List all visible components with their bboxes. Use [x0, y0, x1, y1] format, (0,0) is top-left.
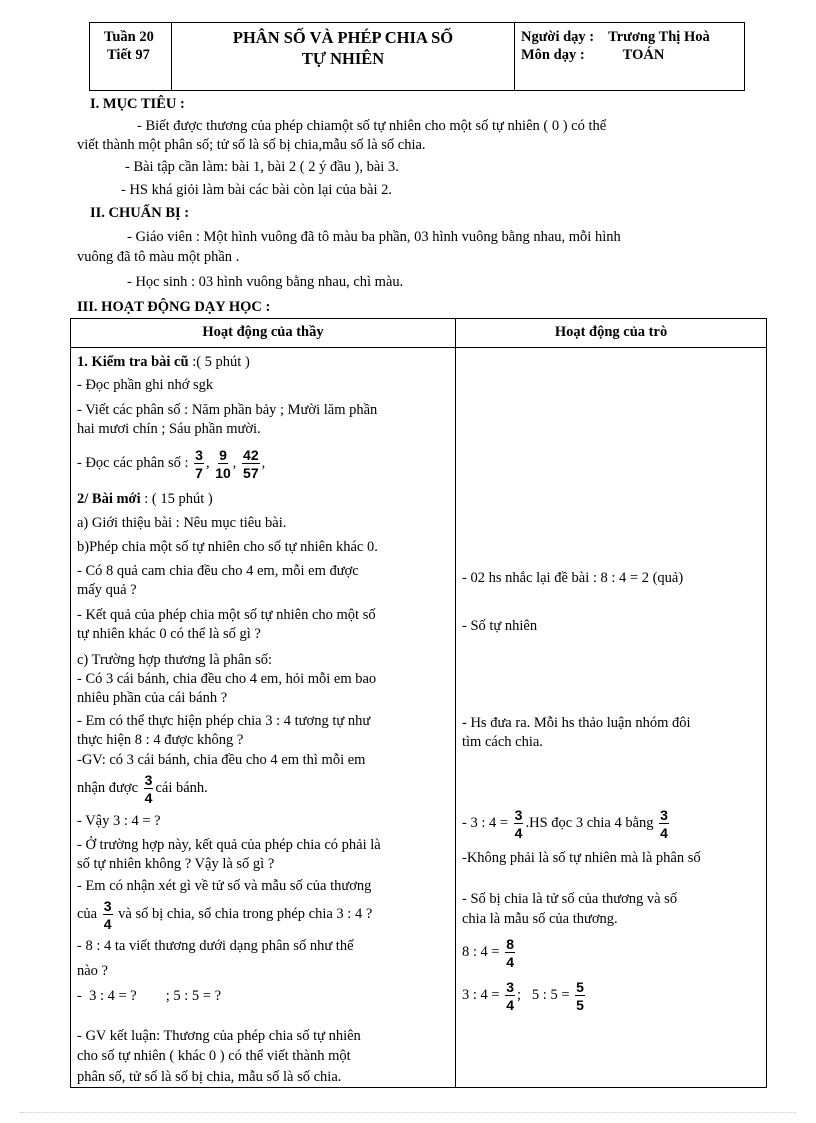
teacher-line: số tự nhiên không ? Vậy là số gì ?: [77, 856, 275, 872]
teacher-line: - Vậy 3 : 4 = ?: [77, 813, 161, 829]
teacher-text: - Đọc các phân số :: [77, 455, 189, 471]
fraction-numerator: 3: [660, 806, 668, 823]
teacher-line: b)Phép chia một số tự nhiên cho số tự nhiên khác 0.: [77, 539, 378, 555]
fraction-numerator: 3: [103, 897, 112, 914]
page-bottom-divider: [20, 1112, 796, 1113]
fraction-numerator: 3: [195, 446, 203, 463]
teacher-info: [521, 28, 710, 64]
teacher-line: phân số, tử số là số bị chia, mẫu số là số chia.: [77, 1069, 342, 1085]
student-line: tìm cách chia.: [462, 734, 543, 750]
teacher-line: mấy quả ?: [77, 582, 137, 598]
teacher-name: Trương Thị Hoà: [608, 29, 710, 45]
student-line: - Số bị chia là tử số của thương và số: [462, 891, 678, 907]
header-table: [89, 22, 745, 91]
student-line: - Số tự nhiên: [462, 618, 538, 634]
fraction: [505, 980, 515, 1012]
student-line: - Hs đưa ra. Mỗi hs thảo luận nhóm đôi: [462, 715, 691, 731]
page-title: [172, 27, 514, 69]
fraction: [144, 773, 154, 805]
section-time: : ( 15 phút ): [140, 491, 213, 507]
teacher-line: - 3 : 4 = ? ; 5 : 5 = ?: [77, 988, 222, 1004]
student-line: - 02 hs nhắc lại đề bài : 8 : 4 = 2 (quả): [462, 570, 684, 586]
objective-line: - Bài tập cần làm: bài 1, bài 2 ( 2 ý đầu ), bài 3.: [125, 159, 399, 175]
fraction-denominator: 4: [506, 996, 515, 1013]
student-text: .HS đọc 3 chia 4 bằng: [525, 815, 654, 831]
fraction: [194, 448, 204, 480]
col-header-student: Hoạt động của trò: [554, 324, 668, 340]
student-text: - 3 : 4 =: [462, 815, 509, 831]
student-text: 3 : 4 =: [462, 987, 500, 1003]
header-row-divider: [71, 347, 766, 348]
fraction: [215, 448, 231, 480]
teacher-text: của: [77, 906, 98, 922]
teacher-line: thực hiện 8 : 4 được không ?: [77, 732, 244, 748]
read-fractions-line: - Đọc các phân số : $\frac{3}{7}$ , $\frac{9}{10}$ , $\frac{42}{57}$ ,: [77, 446, 266, 481]
lesson-info: [104, 28, 154, 64]
teacher-text: cái bánh.: [155, 780, 208, 796]
fraction-denominator: 4: [144, 789, 153, 806]
section-new-lesson: [77, 490, 213, 508]
fraction-numerator: 3: [506, 978, 515, 995]
title-line-2: TỰ NHIÊN: [301, 49, 385, 68]
teacher-line: - Viết các phân số : Năm phần bảy ; Mười lăm phần: [77, 402, 378, 418]
fraction-denominator: 7: [195, 464, 203, 481]
teacher-line: - Kết quả của phép chia một số tự nhiên cho một số: [77, 607, 376, 623]
student-line: -Không phải là số tự nhiên mà là phân số: [462, 850, 701, 866]
fraction: [242, 448, 260, 480]
teacher-line: [77, 770, 208, 806]
teacher-line: tự nhiên khác 0 có thể là số gì ?: [77, 626, 261, 642]
teacher-label: Người dạy :: [521, 29, 595, 45]
teacher-line: - GV kết luận: Thương của phép chia số tự nhiên: [77, 1028, 361, 1044]
preparation-line: - Học sinh : 03 hình vuông bằng nhau, chì màu.: [127, 274, 404, 290]
fraction-denominator: 57: [243, 464, 259, 481]
fraction-numerator: 3: [144, 771, 153, 788]
preparation-line: vuông đã tô màu một phần .: [77, 249, 240, 265]
activities-heading: III. HOẠT ĐỘNG DẠY HỌC :: [77, 299, 271, 315]
subject-label: Môn dạy :: [521, 47, 585, 63]
section-time: :( 5 phút ): [188, 354, 250, 370]
teacher-line: cho số tự nhiên ( khác 0 ) có thể viết thành một: [77, 1048, 351, 1064]
objective-line: - Biết được thương của phép chiamột số tự nhiên cho một số tự nhiên ( 0 ) có thể: [137, 118, 607, 134]
teacher-line: - Có 3 cái bánh, chia đều cho 4 em, hỏi mỗi em bao: [77, 671, 377, 687]
objectives-heading: I. MỤC TIÊU :: [90, 96, 185, 112]
fraction-denominator: 4: [103, 915, 112, 932]
student-text: 8 : 4 =: [462, 944, 500, 960]
fraction-denominator: 4: [506, 953, 515, 970]
fraction-numerator: 5: [576, 978, 584, 995]
teacher-line: - Em có nhận xét gì về tử số và mẫu số của thương: [77, 878, 372, 894]
teacher-line: - Có 8 quả cam chia đều cho 4 em, mỗi em được: [77, 563, 359, 579]
fraction-denominator: 4: [514, 824, 523, 841]
preparation-heading: II. CHUẨN BỊ :: [90, 205, 190, 221]
fraction: [505, 937, 515, 969]
section-title: 2/ Bài mới: [77, 491, 141, 507]
week-label: Tuần 20: [104, 29, 154, 45]
teacher-line: - Em có thể thực hiện phép chia 3 : 4 tương tự như: [77, 713, 371, 729]
teacher-line: c) Trường hợp thương là phân số:: [77, 652, 272, 668]
teacher-text: nhận được: [77, 780, 139, 796]
teacher-text: và số bị chia, số chia trong phép chia 3 : 4 ?: [118, 906, 373, 922]
objective-line: viết thành một phân số; tử số là số bị chia,mẫu số là số chia.: [77, 137, 426, 153]
section-old-lesson: [77, 353, 250, 371]
student-line: chia là mẫu số của thương.: [462, 911, 618, 927]
col-header-teacher: Hoạt động của thầy: [202, 324, 324, 340]
teacher-line: nào ?: [77, 963, 108, 979]
fraction-numerator: 3: [514, 806, 523, 823]
fraction-denominator: 5: [576, 996, 584, 1013]
fraction-denominator: 10: [215, 464, 231, 481]
teacher-line: nhiêu phần của cái bánh ?: [77, 690, 228, 706]
fraction: [514, 808, 524, 840]
teacher-line: hai mươi chín ; Sáu phần mười.: [77, 421, 261, 437]
student-line: [462, 934, 517, 970]
teacher-line: [77, 896, 372, 932]
student-line: [462, 977, 587, 1013]
header-divider: [514, 23, 515, 90]
subject-name: TOÁN: [622, 47, 665, 63]
student-line: [462, 805, 671, 841]
fraction: [575, 980, 585, 1012]
fraction-numerator: 9: [219, 446, 227, 463]
fraction-numerator: 8: [506, 935, 515, 952]
teacher-line: - Đọc phần ghi nhớ sgk: [77, 377, 214, 393]
fraction: [659, 808, 669, 840]
lesson-label: Tiết 97: [107, 47, 150, 63]
column-divider: [455, 319, 456, 1087]
teacher-line: - Ở trường hợp này, kết quả của phép chia có phải là: [77, 837, 381, 853]
fraction-numerator: 42: [243, 446, 259, 463]
objective-line: - HS khá giỏi làm bài các bài còn lại của bài 2.: [121, 182, 392, 198]
fraction-denominator: 4: [660, 824, 668, 841]
teacher-line: a) Giới thiệu bài : Nêu mục tiêu bài.: [77, 515, 287, 531]
fraction: [103, 899, 113, 931]
teacher-line: - 8 : 4 ta viết thương dưới dạng phân số như thế: [77, 938, 354, 954]
preparation-line: - Giáo viên : Một hình vuông đã tô màu ba phần, 03 hình vuông bằng nhau, mỗi hình: [127, 229, 621, 245]
section-title: 1. Kiểm tra bài cũ: [77, 354, 189, 370]
teacher-line: -GV: có 3 cái bánh, chia đều cho 4 em thì mỗi em: [77, 752, 366, 768]
title-line-1: PHÂN SỐ VÀ PHÉP CHIA SỐ: [232, 28, 454, 47]
student-text: ; 5 : 5 =: [517, 987, 570, 1003]
